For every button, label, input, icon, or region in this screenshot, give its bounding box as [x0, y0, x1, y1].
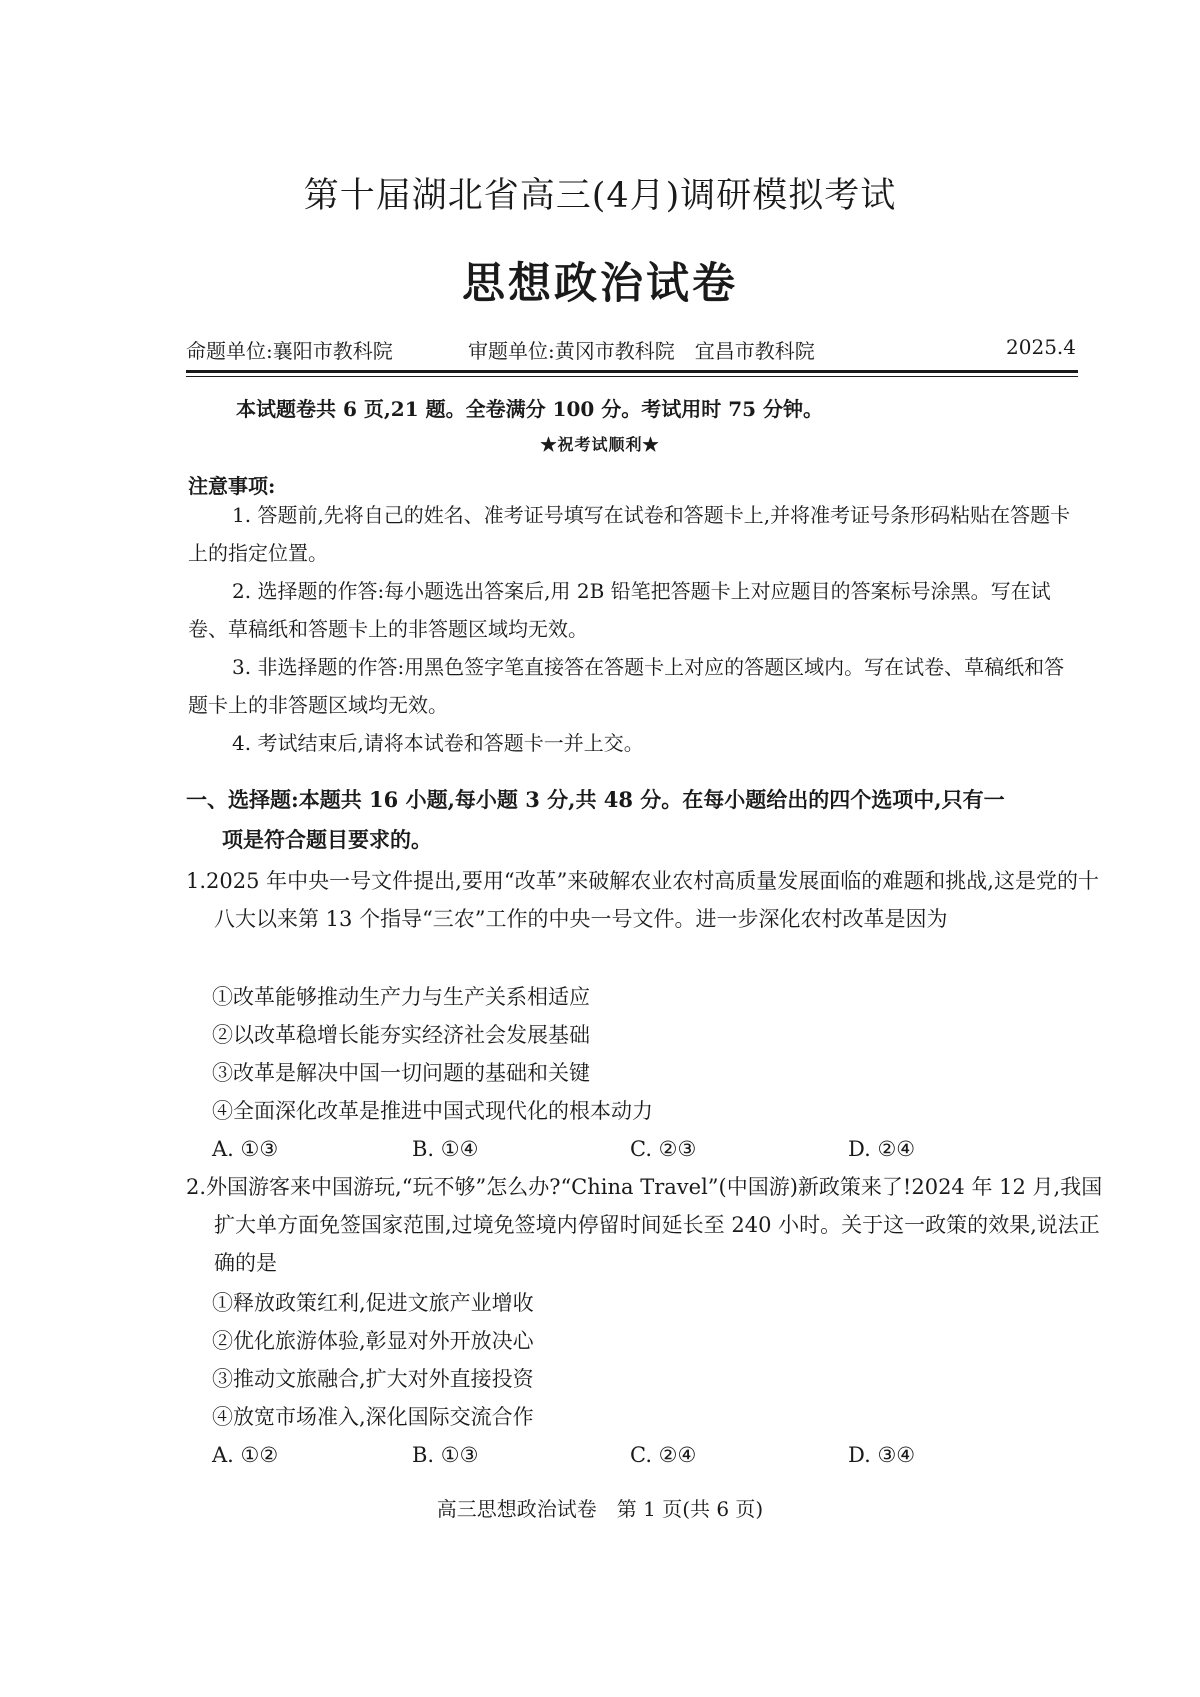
section-1-title-line1: 一、选择题:本题共 16 小题,每小题 3 分,共 48 分。在每小题给出的四个选项中,只有一: [186, 787, 1005, 812]
section-1-title: [186, 780, 1078, 860]
question-1-option-1: ①改革能够推动生产力与生产关系相适应: [212, 985, 590, 1009]
choice-d: D. ②④: [848, 1137, 916, 1161]
question-1-choices: [212, 1130, 972, 1168]
question-2-option-3: ③推动文旅融合,扩大对外直接投资: [212, 1367, 534, 1391]
section-1-title-line2: 项是符合题目要求的。: [222, 827, 432, 852]
choice-c: C. ②③: [630, 1137, 697, 1161]
notice-item-3: 3. 非选择题的作答:用黑色签字笔直接答在答题卡上对应的答题区域内。写在试卷、草稿纸和答题卡上的非答题区域均无效。: [188, 655, 1065, 717]
exam-date: 2025.4: [1006, 335, 1076, 359]
question-2-option-2: ②优化旅游体验,彰显对外开放决心: [212, 1329, 534, 1353]
question-2-option-1: ①释放政策红利,促进文旅产业增收: [212, 1291, 534, 1315]
question-number: 1.: [186, 869, 207, 893]
choice-c: C. ②④: [630, 1443, 697, 1467]
question-1-option-2: ②以改革稳增长能夯实经济社会发展基础: [212, 1023, 590, 1047]
question-1-option-3: ③改革是解决中国一切问题的基础和关键: [212, 1061, 590, 1085]
question-1-stem: [186, 862, 1106, 938]
subject-title: 思想政治试卷: [462, 259, 738, 309]
question-2-choices: [212, 1436, 972, 1474]
question-text: 外国游客来中国游玩,“玩不够”怎么办?“China Travel”(中国游)新政策来了!2024 年 12 月,我国扩大单方面免签国家范围,过境免签境内停留时间延长至 240 小时。关于这一政策的效果,说法正确的是: [206, 1175, 1103, 1275]
exam-info: 本试题卷共 6 页,21 题。全卷满分 100 分。考试用时 75 分钟。: [236, 397, 824, 421]
question-1-option-4: ④全面深化改革是推进中国式现代化的根本动力: [212, 1099, 653, 1123]
choice-a: A. ①②: [212, 1443, 279, 1467]
choice-b: B. ①④: [412, 1137, 479, 1161]
question-2-stem: [186, 1168, 1106, 1282]
notice-item-1: 1. 答题前,先将自己的姓名、准考证号填写在试卷和答题卡上,并将准考证号条形码粘贴在答题卡上的指定位置。: [188, 503, 1071, 565]
reviewer-units: 审题单位:黄冈市教科院 宜昌市教科院: [468, 339, 815, 363]
exam-title: 第十届湖北省高三(4月)调研模拟考试: [303, 176, 897, 216]
notice-title: 注意事项:: [188, 474, 276, 498]
notice-item-2: 2. 选择题的作答:每小题选出答案后,用 2B 铅笔把答题卡上对应题目的答案标号涂黑。写在试卷、草稿纸和答题卡上的非答题区域均无效。: [188, 579, 1051, 641]
choice-d: D. ③④: [848, 1443, 916, 1467]
notice-item-4: 4. 考试结束后,请将本试卷和答题卡一并上交。: [232, 731, 644, 755]
choice-a: A. ①③: [212, 1137, 279, 1161]
header-rule-thick: [186, 370, 1078, 373]
setter-unit: 命题单位:襄阳市教科院: [186, 339, 393, 363]
header-rule-thin: [186, 376, 1078, 377]
good-luck-line: ★祝考试顺利★: [540, 435, 660, 454]
question-2-option-4: ④放宽市场准入,深化国际交流合作: [212, 1405, 534, 1429]
question-number: 2.: [186, 1175, 207, 1199]
question-text: 2025 年中央一号文件提出,要用“改革”来破解农业农村高质量发展面临的难题和挑战,这是党的十八大以来第 13 个指导“三农”工作的中央一号文件。进一步深化农村改革是因为: [206, 869, 1099, 931]
choice-b: B. ①③: [412, 1443, 479, 1467]
page-footer: 高三思想政治试卷 第 1 页(共 6 页): [436, 1497, 764, 1521]
